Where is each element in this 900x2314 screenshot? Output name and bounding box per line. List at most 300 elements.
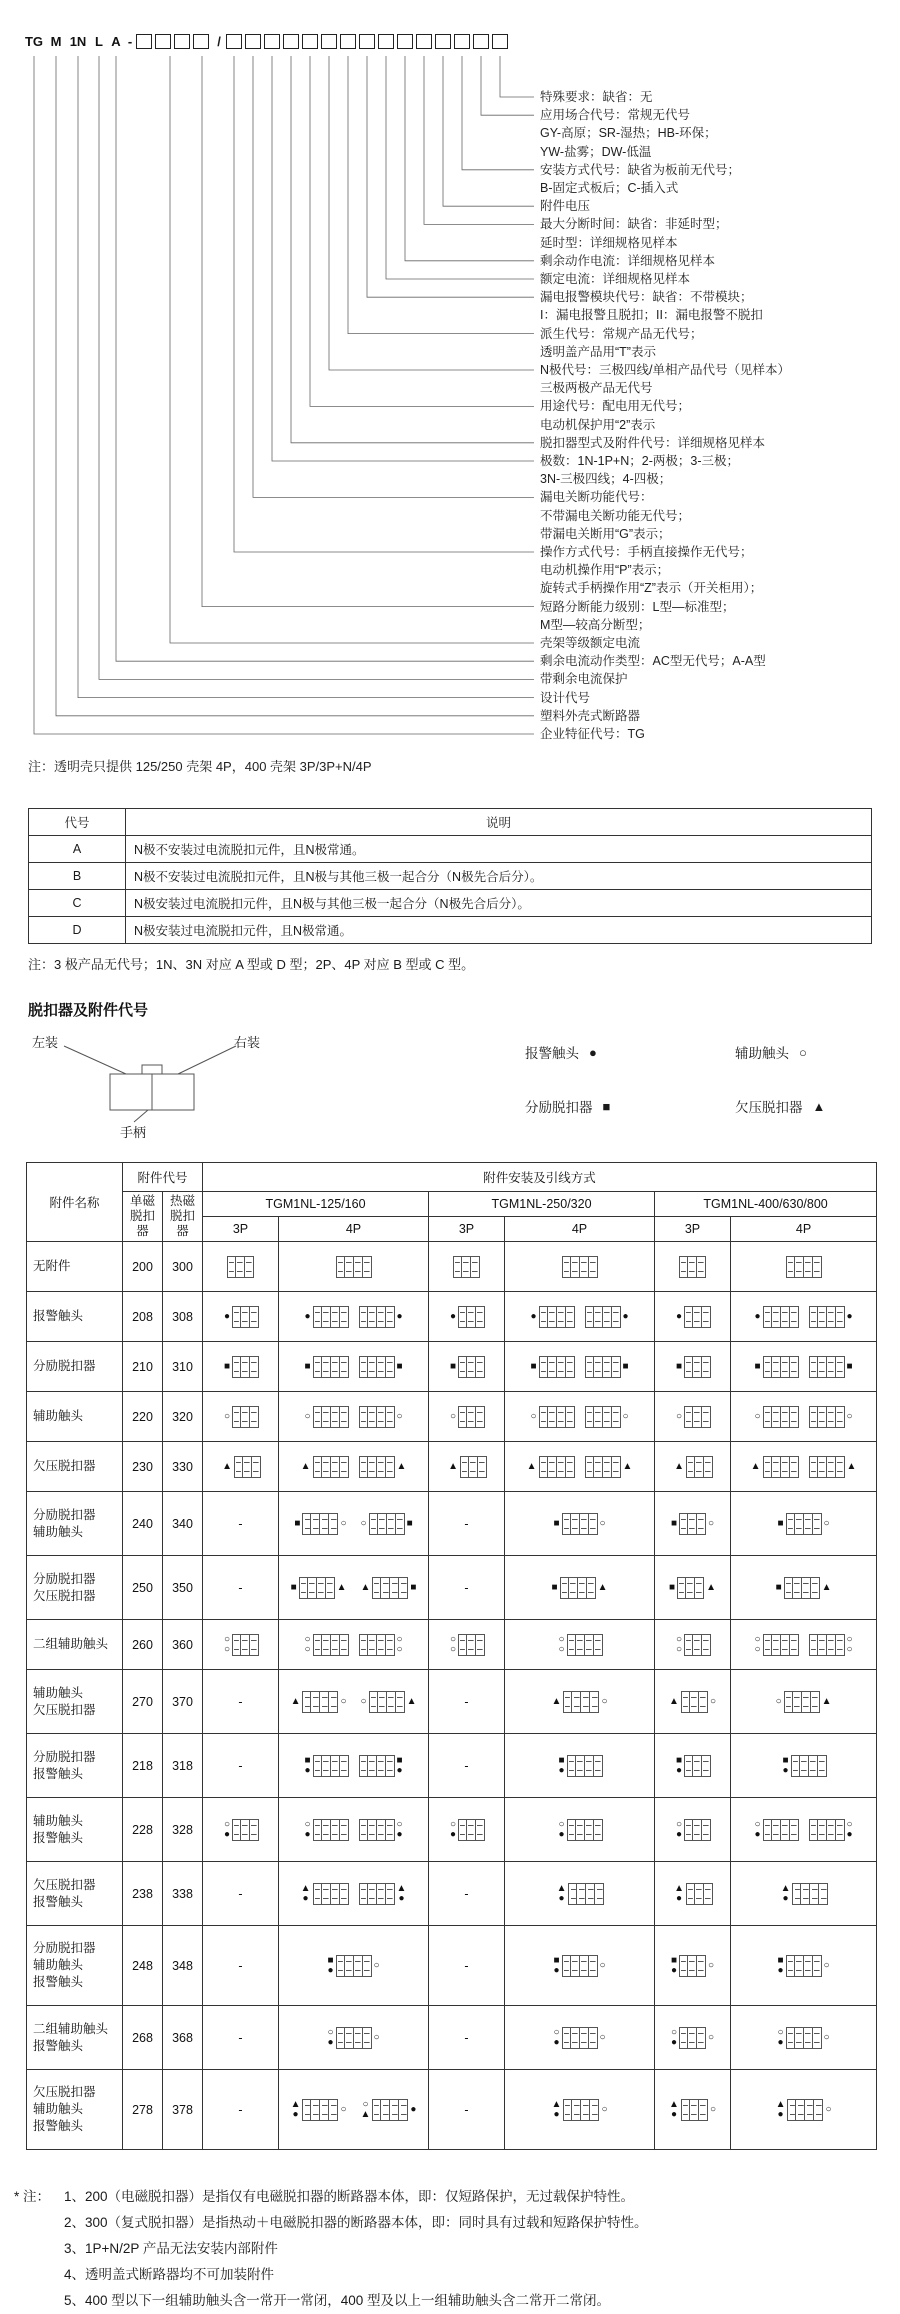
annotation-line: 脱扣器型式及附件代号：详细规格见样本	[540, 435, 766, 450]
pole	[795, 1955, 804, 1977]
pole	[331, 1883, 340, 1905]
table-row	[29, 836, 872, 863]
pole	[693, 1755, 702, 1777]
shunt-release-symbol: ■	[675, 1360, 683, 1372]
undervoltage-release-symbol: ▲	[448, 1460, 458, 1472]
install-diagram-cell	[505, 1392, 655, 1442]
shunt-release-symbol: ■	[669, 1581, 676, 1593]
footnote-list	[14, 2184, 900, 2314]
accessory-name-line: 二组辅助触头	[33, 1637, 109, 1651]
alarm-contact-symbol: ●	[846, 1828, 853, 1840]
pole	[336, 1256, 345, 1278]
install-diagram-cell	[279, 1862, 429, 1926]
pole	[772, 1819, 781, 1841]
pole-grid	[458, 1306, 485, 1328]
accessory-symbols	[448, 1462, 458, 1472]
pole	[795, 1513, 804, 1535]
pole-grid	[539, 1306, 575, 1328]
pole-diagram	[775, 2027, 831, 2049]
aux-contact-symbol: ○	[675, 1633, 683, 1645]
pole-grid	[313, 1755, 349, 1777]
aux-contact-symbol: ○	[754, 1643, 761, 1655]
pole	[612, 1456, 621, 1478]
pole	[387, 1513, 396, 1535]
pole	[688, 1256, 697, 1278]
accessory-symbols	[224, 1820, 230, 1840]
aux-contact-symbol: ○	[360, 1695, 367, 1707]
accessory-row	[27, 1734, 877, 1798]
undervoltage-release-symbol: ▲	[396, 1460, 407, 1472]
accessory-symbols	[553, 1519, 559, 1529]
code-box	[340, 34, 356, 49]
undervoltage-release-symbol: ▲	[551, 2098, 562, 2110]
code-box	[155, 34, 171, 49]
pole-diagram	[669, 2027, 716, 2049]
pole	[368, 1306, 377, 1328]
pole-diagram	[289, 2099, 349, 2121]
frame-header: TGM1NL-250/320	[429, 1192, 655, 1217]
annotation-line: 附件电压	[540, 199, 591, 214]
pole-grid	[677, 1577, 704, 1599]
aux-contact-symbol: ○	[709, 1695, 716, 1707]
pole-diagram	[674, 1306, 711, 1328]
pole	[469, 1456, 478, 1478]
pole	[381, 1577, 390, 1599]
pole-diagram	[222, 1819, 259, 1841]
alarm-contact-symbol: ●	[398, 1892, 405, 1904]
accessory-symbols	[669, 1583, 675, 1593]
accessory-symbols	[407, 1519, 413, 1529]
annotation-line: 三极两极产品无代号	[540, 381, 653, 396]
pole	[390, 1577, 399, 1599]
accessory-symbols	[676, 1820, 682, 1840]
pole	[345, 1256, 354, 1278]
pole-grid	[763, 1306, 799, 1328]
annotation-line: M型—较高分断型；	[540, 617, 651, 632]
alarm-contact-symbol: ●	[449, 1310, 457, 1322]
aux-contact-symbol: ○	[675, 1818, 683, 1830]
pole	[580, 1513, 589, 1535]
install-diagram-cell	[731, 1734, 877, 1798]
pole-grid	[313, 1634, 349, 1656]
pole-grid	[336, 1955, 372, 1977]
pole	[359, 1406, 368, 1428]
pole	[781, 1819, 790, 1841]
pole	[684, 1634, 693, 1656]
alarm-contact-symbol: ●	[304, 1764, 311, 1776]
aux-contact-symbol: ○	[396, 1410, 403, 1422]
pole	[595, 1883, 604, 1905]
accessory-symbols	[676, 1412, 682, 1422]
aux-contact-symbol: ○	[327, 2026, 334, 2038]
install-diagram-cell	[505, 2006, 655, 2070]
pole	[827, 1356, 836, 1378]
pole	[571, 1256, 580, 1278]
footnote-line: * 注： 1、200（电磁脱扣器）是指仅有电磁脱扣器的断路器本体，即：仅短路保护，无过载保护特性。	[14, 2184, 900, 2210]
alarm-contact-symbol: ●	[777, 2108, 784, 2120]
pole-grid	[809, 1306, 845, 1328]
code-segment: L	[95, 33, 103, 49]
pole	[793, 1691, 802, 1713]
annotation-line: 安装方式代号：缺省为板前无代号；	[540, 162, 741, 177]
aux-contact-symbol: ○	[846, 1818, 853, 1830]
accessory-name-line: 辅助触头	[33, 2102, 84, 2116]
pole	[557, 1306, 566, 1328]
pole	[227, 1256, 236, 1278]
description-cell: N极不安装过电流脱扣元件，且N极常通。	[126, 836, 872, 863]
accessory-symbols	[327, 2028, 333, 2048]
annotation-line: 设计代号	[540, 690, 591, 705]
accessory-symbols	[710, 2105, 716, 2115]
shunt-release-symbol: ■	[754, 1360, 761, 1372]
pole	[252, 1456, 261, 1478]
pole	[320, 1691, 329, 1713]
annotation-line: 3N-三极四线；4-四极；	[540, 472, 672, 487]
accessory-symbols	[222, 1462, 232, 1472]
pole-grid	[234, 1456, 261, 1478]
pole	[790, 1634, 799, 1656]
pole	[322, 1456, 331, 1478]
aux-contact-symbol: ○	[223, 1643, 231, 1655]
alarm-contact-symbol: ●	[754, 1310, 761, 1322]
leader-line	[481, 56, 534, 115]
pole-diagram	[775, 1955, 831, 1977]
accessory-symbols	[671, 1519, 677, 1529]
install-diagram-cell	[505, 1556, 655, 1620]
accessory-code: 210	[123, 1342, 163, 1392]
install-diagram-cell	[655, 1556, 731, 1620]
pole	[819, 1883, 828, 1905]
shunt-release-symbol: ■	[670, 1954, 678, 1966]
pole-grid	[763, 1456, 799, 1478]
pole	[331, 1456, 340, 1478]
pole-diagram	[555, 1883, 605, 1905]
pole-diagram	[674, 1819, 711, 1841]
footnotes	[14, 2184, 900, 2314]
code-box	[435, 34, 451, 49]
pole	[562, 2027, 571, 2049]
footnote-line: 4、透明盖式断路器均不可加装附件	[64, 2267, 275, 2282]
pole	[326, 1577, 335, 1599]
pole	[243, 1456, 252, 1478]
alarm-contact-symbol: ●	[304, 1828, 311, 1840]
accessory-symbols	[598, 1583, 608, 1593]
code-segment: A	[111, 33, 121, 49]
annotation-line: 额定电流：详细规格见样本	[540, 272, 691, 286]
pole	[679, 1256, 688, 1278]
pole-grid	[458, 1406, 485, 1428]
accessory-symbols	[754, 1312, 760, 1322]
pole-grid	[539, 1406, 575, 1428]
undervoltage-release-symbol: ▲	[780, 1882, 791, 1894]
pole-diagram	[669, 1513, 716, 1535]
install-diagram-cell	[429, 1620, 505, 1670]
footnote-prefix: * 注：	[14, 2189, 51, 2204]
shunt-release-symbol: ■	[410, 1581, 417, 1593]
accessory-symbols	[397, 1884, 407, 1904]
alarm-contact-symbol: ●	[675, 1892, 683, 1904]
pole-grid	[563, 1691, 599, 1713]
accessory-symbols	[374, 1961, 380, 1971]
pole	[695, 1577, 704, 1599]
pole-diagram	[667, 1691, 718, 1713]
install-diagram-cell	[505, 1442, 655, 1492]
pole	[594, 1356, 603, 1378]
pole-diagram	[302, 1634, 348, 1656]
install-diagram-cell: -	[429, 1734, 505, 1798]
leader-line	[386, 56, 534, 279]
accessory-symbols	[600, 2033, 606, 2043]
accessory-code: 360	[163, 1620, 203, 1670]
pole	[702, 1406, 711, 1428]
pole	[331, 1819, 340, 1841]
accessory-symbols	[822, 1583, 832, 1593]
pole	[566, 1356, 575, 1378]
pole	[368, 1406, 377, 1428]
shunt-release-symbol: ■	[327, 1954, 334, 1966]
pole	[827, 1634, 836, 1656]
pole	[548, 1456, 557, 1478]
pole	[772, 1634, 781, 1656]
alarm-contact-symbol: ●	[675, 1764, 683, 1776]
shunt-release-symbol: ■	[449, 1360, 457, 1372]
pole-grid	[684, 1634, 711, 1656]
pole	[684, 1755, 693, 1777]
pole	[836, 1306, 845, 1328]
accessory-symbols	[450, 1412, 456, 1422]
mounting-figure	[30, 1030, 270, 1142]
alarm-contact-symbol: ●	[782, 1892, 789, 1904]
accessory-symbols	[397, 1635, 403, 1655]
pole-diagram	[779, 1883, 829, 1905]
install-diagram-cell	[429, 1292, 505, 1342]
pole	[322, 1356, 331, 1378]
alarm-contact-symbol: ●	[449, 1828, 457, 1840]
pole	[594, 1819, 603, 1841]
pole-grid	[302, 2099, 338, 2121]
install-group-header: 附件安装及引线方式	[203, 1163, 877, 1192]
table-row	[29, 809, 872, 836]
pole	[476, 1406, 485, 1428]
install-diagram-cell	[203, 1292, 279, 1342]
pole	[679, 1955, 688, 1977]
pole-grid	[787, 2099, 823, 2121]
pole-grid	[359, 1356, 395, 1378]
pole-diagram	[809, 1819, 855, 1841]
accessory-code: 320	[163, 1392, 203, 1442]
accessory-symbols	[824, 2033, 830, 2043]
pole	[572, 1691, 581, 1713]
pole	[386, 1456, 395, 1478]
pole	[386, 1406, 395, 1428]
pole-grid	[336, 1256, 372, 1278]
diagram-note: 注：透明壳只提供 125/250 壳架 4P，400 壳架 3P/3P+N/4P	[28, 759, 372, 774]
aux-contact-symbol: ○	[449, 1410, 457, 1422]
pole	[693, 1356, 702, 1378]
pole	[577, 1883, 586, 1905]
pole	[589, 2027, 598, 2049]
accessory-symbols	[824, 1961, 830, 1971]
pole	[566, 1456, 575, 1478]
pole	[467, 1356, 476, 1378]
pole	[560, 1577, 569, 1599]
pole	[340, 1356, 349, 1378]
leader-line	[348, 56, 534, 334]
pole-diagram	[359, 1577, 419, 1599]
annotation-line: 漏电关断功能代号：	[540, 490, 653, 505]
install-diagram-cell	[731, 1242, 877, 1292]
accessory-symbols	[553, 1956, 559, 1976]
aux-contact-symbol: ○	[558, 1818, 565, 1830]
accessory-symbols	[291, 1697, 301, 1707]
accessory-symbols	[676, 1756, 682, 1776]
pole	[336, 2027, 345, 2049]
code-table-note: 注：3 极产品无代号；1N、3N 对应 A 型或 D 型；2P、4P 对应 B 型或 C 型。	[28, 957, 475, 972]
pole-diagram	[551, 1955, 607, 1977]
pole	[809, 1755, 818, 1777]
accessory-symbols	[669, 1697, 679, 1707]
pole	[690, 1691, 699, 1713]
install-diagram-cell: -	[203, 1556, 279, 1620]
code-box	[397, 34, 413, 49]
pole	[458, 1406, 467, 1428]
pole	[786, 1256, 795, 1278]
accessory-row	[27, 1342, 877, 1392]
alarm-contact-symbol: ●	[292, 2108, 299, 2120]
pole	[313, 1819, 322, 1841]
accessory-row	[27, 1442, 877, 1492]
accessory-symbols	[397, 1756, 403, 1776]
pole-diagram	[299, 1883, 349, 1905]
section-title: 脱扣器及附件代号	[28, 1002, 149, 1019]
code-cell: B	[29, 863, 126, 890]
install-diagram-cell: -	[429, 2006, 505, 2070]
aux-contact-symbol: ○	[823, 1959, 830, 1971]
pole-diagram	[528, 1306, 574, 1328]
accessory-name-line: 辅助触头	[33, 1524, 84, 1539]
pole-grid	[359, 1406, 395, 1428]
undervoltage-release-symbol: ▲	[622, 1460, 633, 1472]
pole	[566, 1406, 575, 1428]
pole	[386, 1819, 395, 1841]
pole	[548, 1306, 557, 1328]
undervoltage-release-symbol: ▲	[300, 1460, 311, 1472]
alarm-contact-symbol: ●	[675, 1310, 683, 1322]
undervoltage-release-symbol: ▲	[526, 1460, 537, 1472]
alarm-contact-symbol: ●	[754, 1828, 761, 1840]
single-magnetic-header: 单磁脱扣器	[123, 1192, 163, 1242]
pole-grid	[359, 1819, 395, 1841]
pole	[688, 1513, 697, 1535]
pole	[377, 1306, 386, 1328]
pole	[801, 1883, 810, 1905]
pole-diagram	[302, 1306, 348, 1328]
leader-line	[34, 56, 534, 734]
code-box	[193, 34, 209, 49]
accessory-symbols	[847, 1635, 853, 1655]
pole	[458, 1634, 467, 1656]
pole-grid	[372, 1577, 408, 1599]
pole	[763, 1634, 772, 1656]
pole	[805, 2099, 814, 2121]
accessory-symbols	[847, 1820, 853, 1840]
pole	[369, 1691, 378, 1713]
alarm-contact-symbol: ●	[302, 1892, 309, 1904]
model-code-line	[22, 32, 511, 50]
code-box	[416, 34, 432, 49]
accessory-symbols	[623, 1312, 629, 1322]
pole	[467, 1406, 476, 1428]
install-diagram-cell	[429, 1392, 505, 1442]
accessory-symbols	[754, 1635, 760, 1655]
accessory-symbols	[340, 2105, 346, 2115]
pole-diagram	[679, 1256, 706, 1278]
pole-grid	[684, 1406, 711, 1428]
pole-grid	[232, 1634, 259, 1656]
pole	[796, 2099, 805, 2121]
pole-diagram	[774, 2099, 834, 2121]
pole	[368, 1755, 377, 1777]
accessory-row	[27, 1292, 877, 1342]
accessory-symbols	[291, 2100, 301, 2120]
pole-grid	[809, 1819, 845, 1841]
install-diagram-cell	[279, 1556, 429, 1620]
table-header-row	[27, 1163, 877, 1192]
pole-grid	[372, 2099, 408, 2121]
pole	[684, 1819, 693, 1841]
aux-contact-symbol: ○	[846, 1410, 853, 1422]
pole	[836, 1356, 845, 1378]
accessory-symbols	[361, 1697, 367, 1707]
pole	[587, 1577, 596, 1599]
pole	[679, 2027, 688, 2049]
pole-grid	[763, 1819, 799, 1841]
undervoltage-release-symbol: ▲	[706, 1581, 716, 1593]
pole-grid	[563, 2099, 599, 2121]
aux-contact-symbol: ○	[775, 1695, 782, 1707]
pole-grid	[686, 1883, 713, 1905]
pole-diagram	[222, 1356, 259, 1378]
pole	[802, 1577, 811, 1599]
annotation-line: 带漏电关断用“G”表示；	[540, 526, 671, 541]
accessory-name	[27, 1798, 123, 1862]
install-diagram-cell	[505, 1242, 655, 1292]
pole	[590, 2099, 599, 2121]
pole	[368, 1819, 377, 1841]
pole	[363, 2027, 372, 2049]
pole-grid	[585, 1356, 621, 1378]
pole	[836, 1406, 845, 1428]
pole	[688, 2027, 697, 2049]
accessory-code: 328	[163, 1798, 203, 1862]
pole	[548, 1356, 557, 1378]
pole-grid	[679, 1513, 706, 1535]
accessory-name-line: 无附件	[33, 1259, 71, 1273]
accessory-symbols	[397, 1362, 403, 1372]
pole	[790, 1456, 799, 1478]
alarm-contact-symbol: ●	[396, 1828, 403, 1840]
pole	[603, 1356, 612, 1378]
pole	[467, 1634, 476, 1656]
annotation-line: 延时型：详细规格见样本	[540, 235, 678, 250]
aux-contact-symbol: ○	[799, 1044, 807, 1060]
install-diagram-cell	[655, 1242, 731, 1292]
pole	[702, 1356, 711, 1378]
leader-line	[329, 56, 534, 370]
pole	[566, 1306, 575, 1328]
accessory-symbols	[530, 1412, 536, 1422]
pole	[681, 1691, 690, 1713]
